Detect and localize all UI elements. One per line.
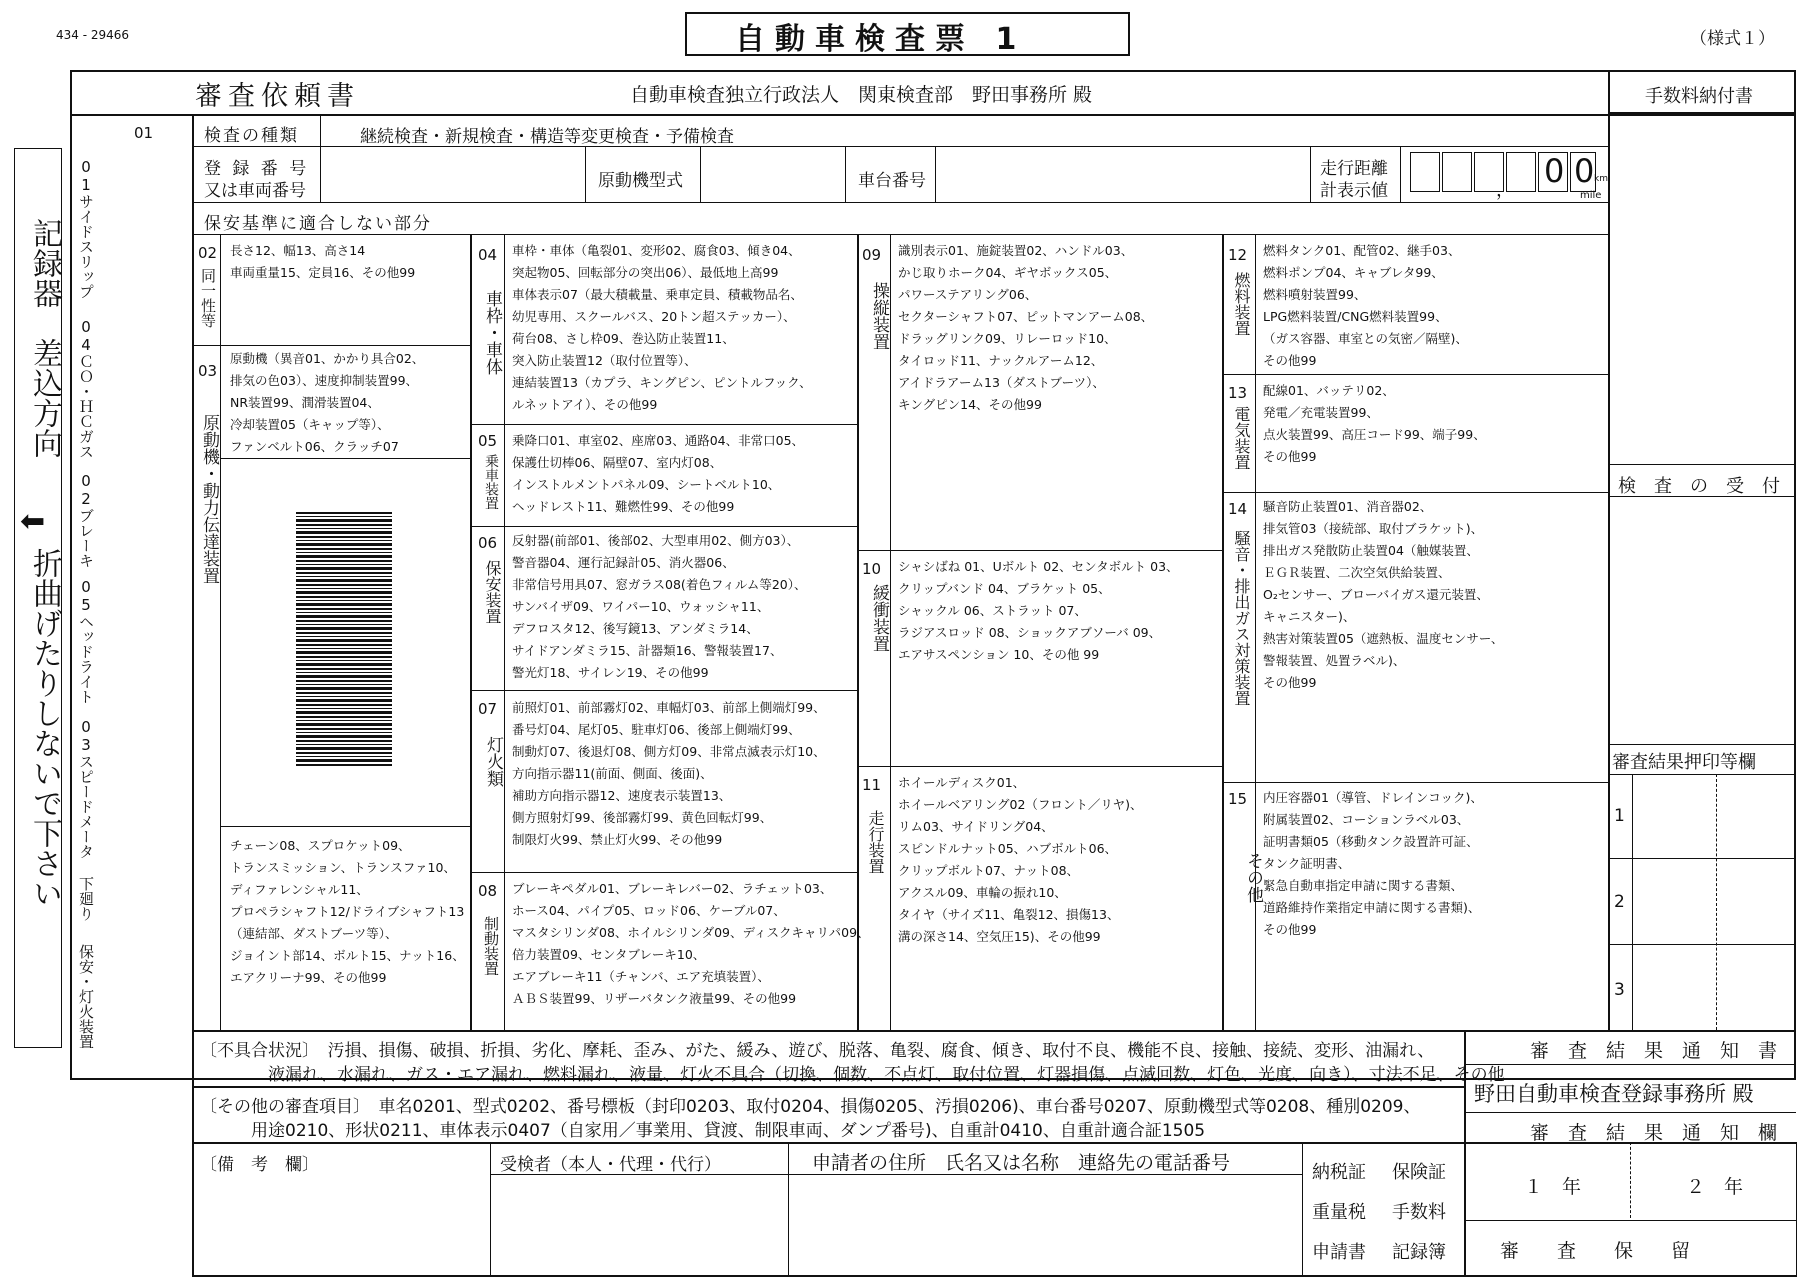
barcode-image (296, 512, 392, 768)
weight-tax-label: 重量税 (1312, 1202, 1366, 1223)
other-items-line-1: 〔その他の審査項目〕 車名0201、型式0202、番号標板（封印0203、取付0204、損傷0205、汚損0206)、車台番号0207、原動機型式等0208、種別0209、 (200, 1097, 1421, 1117)
section-03-name: 原動機・動力伝達装置 (199, 414, 219, 584)
remarks-label: 〔備 考 欄〕 (200, 1155, 319, 1175)
section-13-number: 13 (1228, 384, 1248, 402)
fee-receipt-label: 手数料納付書 (1645, 86, 1753, 107)
section-12-number: 12 (1228, 246, 1248, 264)
section-02-name: 同一性等 (199, 268, 217, 328)
section-06-items: 反射器(前部01、後部02、大型車用02、側方03）、 警音器04、運行記録計05、消火器06、 非常信号用具07、窓ガラス08(着色フィルム等20）、 サンバイザ09、ワイパー10、ウォッシャ11、 デフロスタ12、後写鏡13、アンダミラ14、 サイドアンダミラ15、計器類16、警報装置17、 警光灯18、サイレン19、その他99 (512, 533, 807, 680)
section-05-name: 乗車装置 (483, 454, 499, 510)
odometer-digit-box[interactable] (1410, 152, 1440, 192)
section-05-number: 05 (478, 432, 498, 450)
section-07-items: 前照灯01、前部霧灯02、車幅灯03、前部上側端灯99、 番号灯04、尾灯05、駐車灯06、後部上側端灯99、 制動灯07、後退灯08、側方灯09、非常点滅表示灯10、 方向指示器11(前面、側面、後面)、 補助方向指示器12、速度表示装置13、 側方照射灯99、後部霧灯99、黄色回転灯99、 制限灯火99、禁止灯火99、その他99 (512, 700, 826, 847)
defect-status-line-2: 液漏れ、水漏れ、ガス・エア漏れ、燃料漏れ、液量、灯火不具合（切換、個数、不点灯、取付位置、灯器損傷、点滅回数、灯色、光度、向き）、寸法不足、その他 (200, 1065, 1505, 1085)
nonconforming-label: 保安基準に適合しない部分 (204, 214, 432, 234)
stamp-row-3: 3 (1614, 980, 1625, 1000)
record-book-label: 記録簿 (1392, 1242, 1446, 1263)
check-item-headlight: 05ヘッドライト (77, 578, 95, 704)
section-12-name: 燃料装置 (1232, 272, 1251, 336)
section-02-items: 長さ12、幅13、高さ14 車両重量15、定員16、その他99 (230, 243, 416, 280)
check-item-brake: 02ブレーキ (77, 472, 95, 568)
defect-status-line-1: 〔不具合状況〕 汚損、損傷、破損、折損、劣化、摩耗、歪み、がた、緩み、遊び、脱落、亀裂、腐食、傾き、取付不良、機能不良、接触、接続、変形、油漏れ、 (200, 1041, 1435, 1061)
odometer-zero-1: 0 (1544, 152, 1565, 190)
inspection-type-value: 継続検査・新規検査・構造等変更検査・予備検査 (360, 127, 734, 147)
section-11-number: 11 (862, 776, 882, 794)
section-11-name: 走行装置 (866, 810, 885, 874)
request-addressee: 自動車検査独立行政法人 関東検査部 野田事務所 殿 (630, 84, 1093, 106)
tax-certificate-label: 納税証 (1312, 1162, 1366, 1183)
section-13-name: 電気装置 (1232, 406, 1251, 470)
stamp-row-1: 1 (1614, 806, 1625, 826)
section-09-items: 識別表示01、施錠装置02、ハンドル03、 かじ取りホーク04、ギヤボックス05、 パワーステアリング06、 セクターシャフト07、ピットマンアーム08、 ドラッグリンク09、リレーロッド10、 タイロッド11、ナックルアーム12、 アイドラアーム13（ダストブーツ）、 キングピン14、その他99 (898, 243, 1154, 412)
odometer-zero-2: 0 (1574, 152, 1595, 190)
arrow-left-icon: ⬅ (20, 504, 46, 539)
application-form-label: 申請書 (1312, 1242, 1366, 1263)
section-06-name: 保安装置 (483, 560, 502, 624)
section-12-items: 燃料タンク01、配管02、継手03、 燃料ポンプ04、キャブレタ99、 燃料噴射装置99、 LPG燃料装置/CNG燃料装置99、 （ガス容器、車室との気密／隔壁)、 その他99 (1263, 243, 1468, 368)
stamp-row-2: 2 (1614, 892, 1625, 912)
section-14-items: 騒音防止装置01、消音器02、 排気管03（接続部、取付ブラケット)、 排出ガス発散防止装置04（触媒装置、 ＥＧＲ装置、二次空気供給装置、 O₂センサー、ブローバイガス還元装置、 キャニスター)、 熱害対策装置05（遮熱板、温度センサー、 警報装置、処置ラベル)、 その他99 (1263, 499, 1504, 690)
section-15-items: 内圧容器01（導管、ドレインコック)、 附属装置02、コーションラベル03、 証明書類05（移動タンク設置許可証、 タンク証明書、 緊急自動車指定申請に関する書類、 道路維持作業指定申請に関する書類)、 その他99 (1263, 790, 1483, 937)
check-item-safety-lights: 保安・灯火装置 (77, 944, 95, 1049)
section-15-name: その他 (1243, 852, 1263, 903)
row-code: 01 (134, 124, 154, 142)
section-14-number: 14 (1228, 500, 1248, 518)
section-10-name: 緩衝装置 (869, 584, 889, 652)
section-14-name: 騒音・排出ガス対策装置 (1232, 530, 1251, 706)
section-08-number: 08 (478, 882, 498, 900)
one-year-label: １ 年 (1524, 1176, 1582, 1198)
section-07-name: 灯火類 (483, 736, 503, 787)
registration-number-label: 登 録 番 号 (204, 159, 310, 179)
fee-label: 手数料 (1392, 1202, 1446, 1223)
form-number: （様式１） (1690, 29, 1775, 49)
section-06-number: 06 (478, 534, 498, 552)
no-fold-warning: 折曲げたりしないで下さい (27, 548, 62, 908)
insurance-certificate-label: 保険証 (1392, 1162, 1446, 1183)
inspection-type-label: 検査の種類 (204, 126, 299, 146)
check-item-underbody: 下廻り (77, 876, 95, 921)
odometer-unit-km: km (1594, 174, 1608, 184)
section-04-number: 04 (478, 246, 498, 264)
section-03-number: 03 (198, 362, 218, 380)
two-year-label: ２ 年 (1686, 1176, 1744, 1198)
section-04-items: 車枠・車体（亀裂01、変形02、腐食03、傾き04、 突起物05、回転部分の突出06）、最低地上高99 車体表示07（最大積載量、乗車定員、積載物品名、 幼児専用、スクールバス、20トン超ステッカー）、 荷台08、さし枠09、巻込防止装置11、 突入防止装置12（取付位置等）、 連結装置13（カプラ、キングピン、ピントルフック、 ルネットアイ）、その他99 (512, 243, 812, 412)
section-15-number: 15 (1228, 790, 1248, 808)
section-08-items: ブレーキペダル01、ブレーキレバー02、ラチェット03、 ホース04、パイプ05、ロッド06、ケーブル07、 マスタシリンダ08、ホイルシリンダ09、ディスクキャリパ09、 倍力装置09、センタブレーキ10、 エアブレーキ11（チャンバ、エア充填装置）、 ＡＢＳ装置99、リザーバタンク液量99、その他99 (512, 881, 870, 1006)
section-05-items: 乗降口01、車室02、座席03、通路04、非常口05、 保護仕切棒06、隔壁07、室内灯08、 インストルメントパネル09、シートベルト10、 ヘッドレスト11、難燃性99、その他99 (512, 433, 805, 514)
other-items-line-2: 用途0210、形状0211、車体表示0407（自家用／事業用、貸渡、制限車両、ダンプ番号)、自重計0410、自重計適合証1505 (200, 1121, 1206, 1141)
check-item-side-slip: 01サイドスリップ (77, 158, 95, 299)
check-item-speedometer: 03スピードメータ (77, 718, 95, 859)
section-10-number: 10 (862, 560, 882, 578)
insert-direction-text: 記録器 差込方向 (27, 218, 62, 458)
engine-model-label: 原動機型式 (598, 171, 683, 191)
section-07-number: 07 (478, 700, 498, 718)
odometer-unit-mile: mile (1580, 190, 1602, 201)
section-04-name: 車枠・車体 (482, 290, 502, 375)
section-02-number: 02 (198, 244, 218, 262)
result-notice-addressee: 野田自動車検査登録事務所 殿 (1474, 1082, 1754, 1106)
section-13-items: 配線01、バッテリ02、 発電／充電装置99、 点火装置99、高圧コード99、端子99、 その他99 (1263, 383, 1486, 464)
check-item-co-hc: 04ＣＯ・ＨＣガス (77, 318, 95, 459)
result-notice-column: 審 査 結 果 通 知 欄 (1530, 1122, 1778, 1144)
chassis-number-label: 車台番号 (858, 171, 926, 191)
odometer-digit-box[interactable] (1442, 152, 1472, 192)
stamp-column-title: 審査結果押印等欄 (1612, 752, 1756, 773)
section-08-name: 制動装置 (482, 916, 500, 976)
inspection-hold-label: 審 査 保 留 (1500, 1240, 1691, 1262)
section-03-items: 原動機（異音01、かかり具合02、 排気の色03）、速度抑制装置99、 NR装置99、潤滑装置04、 冷却装置05（キャップ等）、 ファンベルト06、クラッチ07 (230, 351, 425, 454)
request-title: 審査依頼書 (195, 81, 360, 112)
inspection-reception-label: 検 査 の 受 付 (1618, 476, 1780, 497)
section-09-number: 09 (862, 246, 882, 264)
section-11-items: ホイールディスク01、 ホイールベアリング02（フロント／リヤ)、 リム03、サイドリング04、 スピンドルナット05、ハブボルト06、 クリップボルト07、ナット08、 アクスル09、車輪の振れ10、 タイヤ（サイズ11、亀裂12、損傷13、 溝の深さ14、空気圧15)、その他99 (898, 775, 1143, 944)
applicant-info-label: 申請者の住所 氏名又は名称 連絡先の電話番号 (812, 1152, 1231, 1174)
form-title: 自動車検査票 1 (735, 22, 1027, 57)
document-code: 434 - 29466 (56, 28, 130, 42)
odometer-comma: ， (1496, 180, 1514, 201)
odometer-label-1: 走行距離 (1320, 159, 1388, 179)
odometer-label-2: 計表示値 (1320, 181, 1388, 201)
result-notice-title: 審 査 結 果 通 知 書 (1530, 1040, 1778, 1062)
section-10-items: シャシばね 01、Uボルト 02、センタボルト 03、 クリップバンド 04、ブラケット 05、 シャックル 06、ストラット 07、 ラジアスロッド 08、ショックアブソーバ 09、 エアサスペンション 10、その他 99 (898, 559, 1179, 662)
examinee-label: 受検者（本人・代理・代行） (500, 1155, 721, 1175)
vehicle-number-label: 又は車両番号 (204, 181, 306, 201)
section-03-items-continued: チェーン08、スプロケット09、 トランスミッション、トランスファ10、 ディファレンシャル11、 プロペラシャフト12/ドライブシャフト13 （連結部、ダストブーツ等）、 ジョイント部14、ボルト15、ナット16、 エアクリーナ99、その他99 (230, 838, 465, 985)
section-09-name: 操縦装置 (869, 282, 889, 350)
